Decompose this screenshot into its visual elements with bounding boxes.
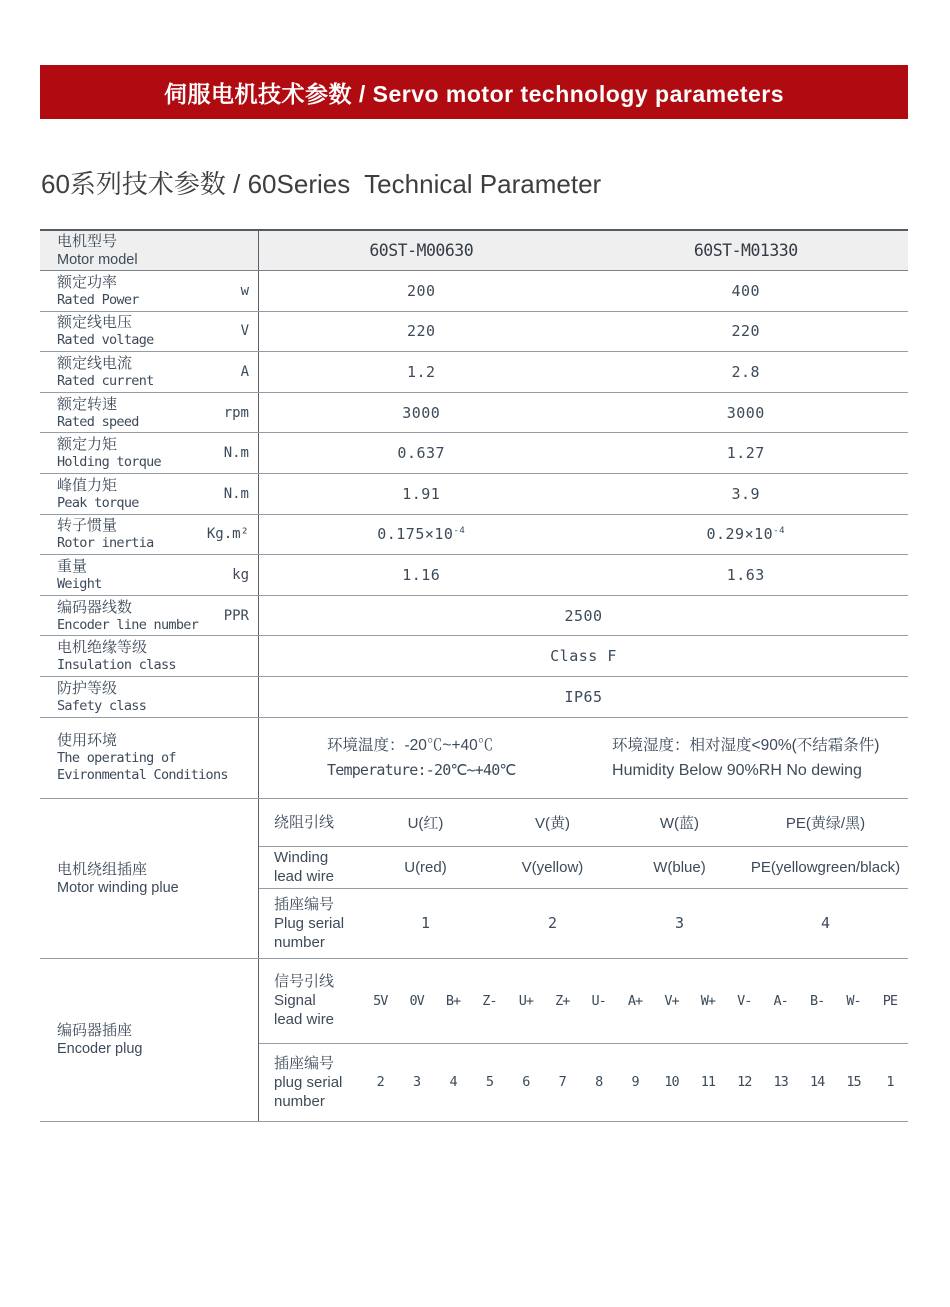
signal-cell: Z+ <box>555 992 570 1009</box>
value-cell: 1.2 <box>406 362 436 381</box>
temperature-en: Temperature:-20℃~+40℃ <box>327 760 516 779</box>
label-zh: 额定力矩 <box>57 436 118 454</box>
sub-label-line: number <box>274 933 325 951</box>
temperature-block <box>327 733 515 783</box>
encoder-row-plug-serial <box>259 1044 908 1121</box>
spec-row-operating-environment <box>40 718 908 799</box>
section-banner <box>40 65 908 119</box>
row-values <box>259 271 908 311</box>
row-label-cell <box>40 718 259 798</box>
model-name: 60ST-M01330 <box>693 241 798 260</box>
signal-cells <box>362 959 908 1043</box>
value-exponent: -4 <box>453 526 466 537</box>
spec-table <box>40 229 908 1122</box>
label-en: Weight <box>57 575 102 592</box>
row-label-cell <box>40 677 259 717</box>
sub-label-line: Winding <box>274 849 329 867</box>
plug-number-cell: 14 <box>809 1074 825 1091</box>
sub-label-line: plug serial <box>274 1073 343 1091</box>
winding-cell: V(黄) <box>534 814 570 832</box>
sub-label-line: 信号引线 <box>274 973 335 991</box>
spec-row-holding-torque <box>40 433 908 474</box>
value-cell: 1.91 <box>402 484 441 503</box>
value-cell: 2.8 <box>731 362 761 381</box>
row-values <box>259 474 908 514</box>
winding-row-plug-serial <box>259 889 908 958</box>
row-values <box>259 555 908 595</box>
value-cell: 220 <box>731 322 761 341</box>
number-cells <box>362 1044 908 1121</box>
row-label-cell <box>40 474 259 514</box>
spec-row-insulation-class <box>40 636 908 677</box>
spec-row-rated-voltage <box>40 312 908 353</box>
value-cell: 1.16 <box>402 565 441 584</box>
humidity-zh: 环境湿度：相对湿度<90%(不结霜条件) <box>612 736 880 754</box>
spec-row-rated-current <box>40 352 908 393</box>
label-en: Rated speed <box>57 413 139 430</box>
winding-cell: V(yellow) <box>521 858 584 876</box>
row-label-cell <box>40 271 259 311</box>
winding-cell: W(blue) <box>653 858 706 876</box>
table-header-row <box>40 231 908 271</box>
header-label-zh: 电机型号 <box>57 233 118 250</box>
label-zh: 额定线电压 <box>57 314 133 332</box>
signal-cell: U+ <box>518 992 533 1009</box>
label-zh: 额定功率 <box>57 273 118 291</box>
winding-row-en <box>259 847 908 889</box>
value-cell: 1.63 <box>726 565 765 584</box>
label-zh: 重量 <box>57 557 88 575</box>
sub-label-line: 插座编号 <box>274 1054 335 1072</box>
label-en: Rotor inertia <box>57 535 154 552</box>
signal-cell: B+ <box>445 992 461 1009</box>
label-zh: 使用环境 <box>57 732 118 750</box>
unit-label: N.m <box>223 485 249 502</box>
row-values <box>259 718 908 798</box>
label-en: Encoder line number <box>57 616 199 633</box>
row-label-cell <box>40 636 259 676</box>
row-values <box>259 677 908 717</box>
unit-label: V <box>240 323 249 340</box>
header-label-en: Motor model <box>57 252 138 268</box>
label-en: Safety class <box>57 697 147 714</box>
plug-number-cell: 10 <box>664 1074 679 1091</box>
value-cell: 200 <box>406 281 436 300</box>
label-en: Insulation class <box>57 657 176 674</box>
spec-row-encoder-line-number <box>40 596 908 637</box>
section-title-en: Motor winding plue <box>57 879 179 896</box>
row-values <box>259 393 908 433</box>
row-label-cell <box>40 596 259 636</box>
sub-row-label <box>259 1044 362 1121</box>
unit-label: rpm <box>223 404 249 421</box>
humidity-en: Humidity Below 90%RH No dewing <box>612 761 862 779</box>
value-cell: 1.27 <box>726 444 765 463</box>
label-en: Rated voltage <box>57 332 154 349</box>
temperature-cell <box>259 718 584 798</box>
spec-row-safety-class <box>40 677 908 718</box>
value-exponent: -4 <box>773 526 786 537</box>
winding-cell: PE(黄绿/黑) <box>785 814 866 832</box>
temperature-zh: 环境温度：-20℃~+40℃ <box>327 736 494 754</box>
encoder-row-signals <box>259 959 908 1044</box>
sub-row-label <box>259 847 362 888</box>
winding-subtable <box>259 799 908 958</box>
plug-number-cell: 3 <box>674 914 684 933</box>
plug-number-cell: 1 <box>420 914 430 933</box>
winding-cell: U(红) <box>407 814 444 832</box>
row-values <box>259 312 908 352</box>
value-cell: 3.9 <box>731 484 761 503</box>
signal-cell: A- <box>773 992 788 1009</box>
header-label-cell <box>40 231 259 270</box>
sub-row-label <box>259 799 362 846</box>
value-cell: 3000 <box>726 403 765 422</box>
sub-row-label <box>259 959 362 1043</box>
sub-label-line: number <box>274 1092 325 1110</box>
plug-number-cell: 4 <box>449 1074 457 1091</box>
spec-row-rated-speed <box>40 393 908 434</box>
humidity-block <box>612 733 879 783</box>
unit-label: N.m <box>223 445 249 462</box>
spec-row-rated-power <box>40 271 908 312</box>
label-zh: 防护等级 <box>57 679 118 697</box>
plug-number-cell: 5 <box>485 1074 493 1091</box>
plug-number-cell: 2 <box>547 914 557 933</box>
spec-row-peak-torque <box>40 474 908 515</box>
label-zh: 额定线电流 <box>57 354 133 372</box>
signal-cell: PE <box>882 992 898 1009</box>
value-base: 0.175×10 <box>377 525 454 544</box>
signal-cell: 0V <box>409 992 424 1009</box>
signal-cell: 5V <box>373 992 388 1009</box>
label-en: Holding torque <box>57 454 161 471</box>
row-label-cell <box>40 433 259 473</box>
sub-label-line: lead wire <box>274 1011 335 1029</box>
value-cell-span: IP65 <box>564 687 603 706</box>
value-cell <box>584 515 909 555</box>
encoder-subtable <box>259 959 908 1121</box>
label-en: Peak torque <box>57 494 139 511</box>
row-label-cell <box>40 352 259 392</box>
row-label-cell <box>40 312 259 352</box>
plug-number-cell: 8 <box>595 1074 603 1091</box>
winding-cells <box>362 847 908 888</box>
label-zh: 额定转速 <box>57 395 118 413</box>
label-zh: 转子惯量 <box>57 517 118 535</box>
winding-cells <box>362 799 908 846</box>
section-motor-winding-plug <box>40 799 908 959</box>
winding-cell: PE(yellowgreen/black) <box>750 858 901 876</box>
sub-label-line: Signal <box>274 992 316 1010</box>
section-encoder-plug <box>40 959 908 1122</box>
sub-label-line: 绕阻引线 <box>274 813 335 831</box>
plug-number-cell: 7 <box>558 1074 566 1091</box>
label-zh: 编码器线数 <box>57 598 133 616</box>
plug-number-cell: 2 <box>376 1074 384 1091</box>
spec-row-weight <box>40 555 908 596</box>
unit-label: A <box>240 363 249 380</box>
row-label-cell <box>40 393 259 433</box>
header-models <box>259 231 908 270</box>
signal-cell: B- <box>809 992 825 1009</box>
row-label-cell <box>40 515 259 555</box>
label-zh: 峰值力矩 <box>57 476 118 494</box>
label-zh: 电机绝缘等级 <box>57 639 148 657</box>
plug-number-cell: 3 <box>413 1074 421 1091</box>
signal-cell: U- <box>591 992 606 1009</box>
value-cell-span: Class F <box>550 647 617 666</box>
plug-number-cell: 1 <box>886 1074 894 1091</box>
signal-cell: Z- <box>482 992 497 1009</box>
value-cell <box>259 515 584 555</box>
value-cell-span: 2500 <box>564 606 603 625</box>
unit-label: kg <box>232 566 249 583</box>
row-values <box>259 596 908 636</box>
signal-cell: W+ <box>700 992 715 1009</box>
plug-number-cell: 11 <box>700 1074 715 1091</box>
row-label-cell <box>40 555 259 595</box>
row-values <box>259 636 908 676</box>
sub-label-line: Plug serial <box>274 914 345 932</box>
plug-number-cell: 13 <box>773 1074 788 1091</box>
plug-number-cell: 4 <box>820 914 830 933</box>
sub-label-line: 插座编号 <box>274 895 335 913</box>
banner-title: 伺服电机技术参数 / Servo motor technology parameters <box>163 80 785 107</box>
section-label-cell <box>40 799 259 958</box>
model-name: 60ST-M00630 <box>369 241 474 260</box>
winding-cells <box>362 889 908 958</box>
sub-row-label <box>259 889 362 958</box>
page-title: 60系列技术参数 / 60Series Technical Parameter <box>41 169 602 199</box>
value-base: 0.29×10 <box>706 525 774 544</box>
label-en: Evironmental Conditions <box>57 767 228 784</box>
label-en: Rated Power <box>57 291 139 308</box>
plug-number-cell: 9 <box>631 1074 639 1091</box>
winding-row-zh <box>259 799 908 847</box>
value-cell: 220 <box>406 322 436 341</box>
signal-cell: V+ <box>664 992 679 1009</box>
value-cell: 400 <box>731 281 761 300</box>
row-values <box>259 433 908 473</box>
row-values <box>259 352 908 392</box>
row-values <box>259 515 908 555</box>
plug-number-cell: 15 <box>846 1074 861 1091</box>
label-en: The operating of <box>57 750 176 767</box>
humidity-cell <box>584 718 909 798</box>
unit-label: PPR <box>223 607 249 624</box>
section-label-cell <box>40 959 259 1121</box>
winding-cell: W(蓝) <box>659 814 700 832</box>
unit-label: w <box>240 282 249 299</box>
plug-number-cell: 6 <box>522 1074 530 1091</box>
value-cell: 0.637 <box>397 444 446 463</box>
signal-cell: A+ <box>627 992 643 1009</box>
sub-label-line: lead wire <box>274 868 335 886</box>
section-title-en: Encoder plug <box>57 1041 143 1058</box>
winding-cell: U(red) <box>404 858 447 876</box>
unit-label: Kg.m² <box>206 526 249 543</box>
spec-row-rotor-inertia <box>40 515 908 556</box>
plug-number-cell: 12 <box>737 1074 752 1091</box>
label-en: Rated current <box>57 372 154 389</box>
section-title-zh: 电机绕组插座 <box>57 860 148 878</box>
section-title-zh: 编码器插座 <box>57 1022 133 1040</box>
signal-cell: W- <box>846 992 861 1009</box>
signal-cell: V- <box>737 992 752 1009</box>
value-cell: 3000 <box>402 403 441 422</box>
